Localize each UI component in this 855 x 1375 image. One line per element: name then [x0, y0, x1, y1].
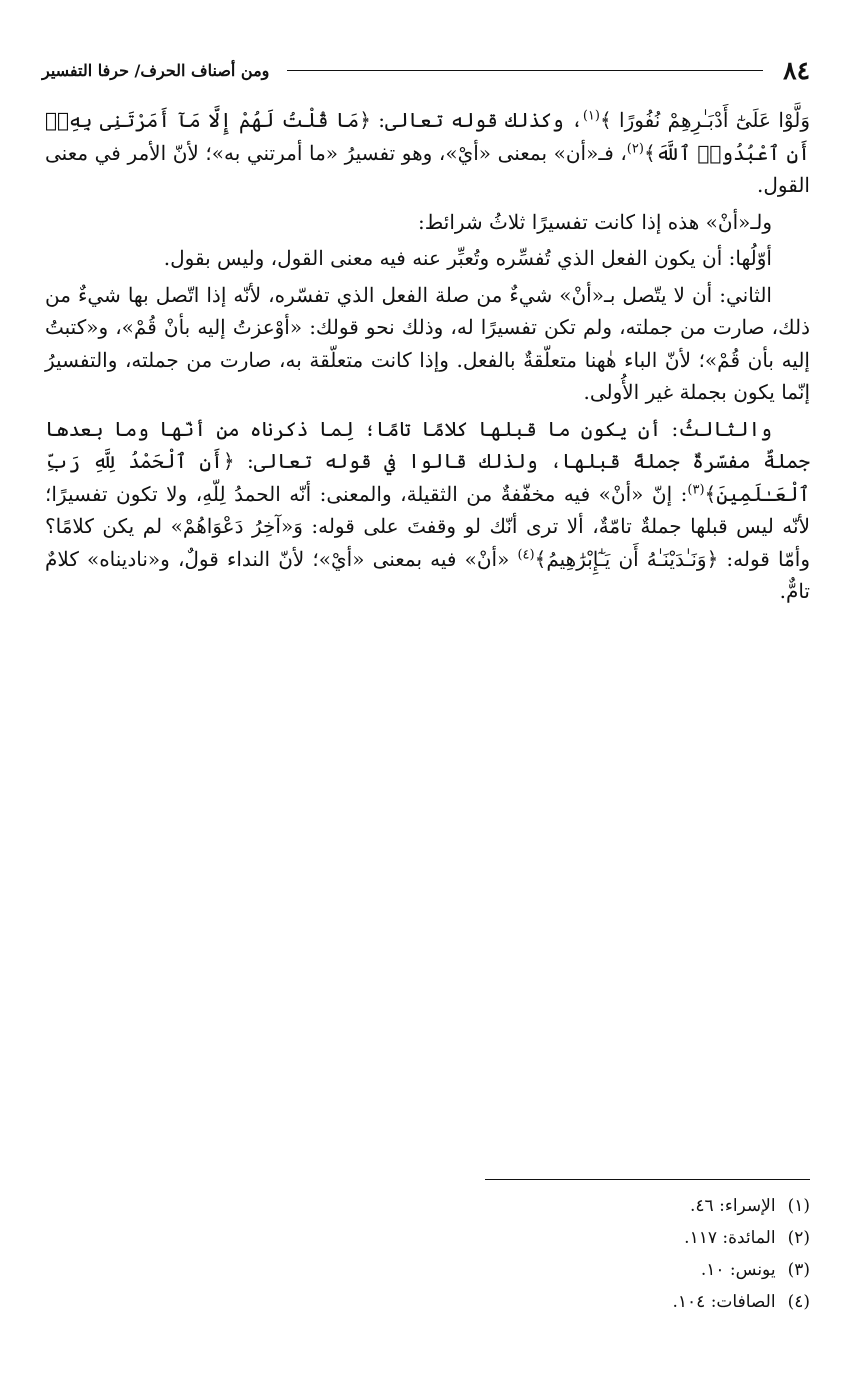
footnote-rule: [485, 1179, 810, 1180]
paragraph-3: أوّلُها: أن يكون الفعل الذي تُفسِّره وتُعبِّر عنه فيه معنى القول، وليس بقول.: [163, 246, 772, 270]
paragraph-1: [45, 104, 810, 202]
page-number: ٨٤: [783, 55, 810, 85]
footnote-text: الصافات: ١٠٤.: [672, 1292, 776, 1312]
footnote-ref-1: (١): [582, 108, 600, 124]
footnote-2: [410, 1222, 810, 1254]
paragraph-text: «أنْ» فيه بمعنى «أيْ»؛ لأنّ النداء قولٌ، و«ناديناه» كلامٌ تامٌّ.: [45, 546, 810, 603]
paragraph-5: [45, 413, 810, 608]
footnote-1: [410, 1190, 810, 1222]
footnote-text: يونس: ١٠.: [700, 1260, 776, 1280]
footnote-ref-2: (٢): [626, 140, 644, 156]
footnote-text: الإسراء: ٤٦.: [690, 1196, 776, 1216]
footnote-ref-3: (٣): [687, 481, 705, 497]
footnote-number: (٤): [787, 1292, 810, 1312]
footnote-3: [410, 1254, 810, 1286]
page-header: [42, 50, 810, 90]
footnote-number: (١): [787, 1196, 810, 1216]
paragraph-text: : إنّ «أنْ» فيه مخفّفةٌ من الثقيلة، والمعنى: أنّه الحمدُ لِلّهِ، ولا تكون تفسيرًا؛ لأنّه ليس قبلها جملةٌ تامّةٌ، ألا ترى أنّك لو وقفتَ على قوله: وَ«آخِرُ دَعْوَاهُمْ» لم يكن كلامًا؟ وأمّا قوله: ﴿وَنَـٰدَيْنَـٰهُ أَن يَـٰٓإِبْرَٰهِيمُ﴾: [45, 481, 810, 571]
header-rule: [287, 70, 763, 71]
footnote-4: [410, 1286, 810, 1318]
paragraph-2: ولـ«أنْ» هذه إذا كانت تفسيرًا ثلاثُ شرائط:: [418, 209, 772, 234]
footnote-text: المائدة: ١١٧.: [684, 1228, 776, 1248]
paragraph-4: الثاني: أن لا يتّصل بـ«أنْ» شيءٌ من صلة الفعل الذي تفسّره، لأنّه إذا اتّصل بها شيءٌ من ذلك، صارت من جملته، ولم تكن تفسيرًا له، وذلك نحو قولك: «أوْعزتُ إليه بأنْ قُمْ»، و«كتبتُ إليه بأن قُمْ»؛ لأنّ الباء هٰهنا متعلّقةٌ بالفعل. وإذا كانت متعلّقة به، صارت من جملته، والتفسيرُ إنّما يكون بجملة غير الأُولى.: [45, 282, 810, 404]
paragraph-text: ، وكذلك قوله تعالى: ﴿مَا قُلْتُ لَهُمْ إِلَّا مَآ أَمَرْتَنِى بِهِۦٓ أَنِ ٱعْبُدُوا۟ ٱللَّهَ﴾: [45, 108, 810, 165]
footnotes: [410, 1190, 810, 1318]
footnote-number: (٣): [787, 1260, 810, 1280]
footnote-ref-4: (٤): [517, 546, 535, 562]
quran-quote: وَلَّوْا عَلَىٰٓ أَدْبَـٰرِهِمْ نُفُورًا ﴾: [599, 108, 810, 132]
footnote-number: (٢): [787, 1228, 810, 1248]
running-title: ومن أصناف الحرف/ حرفا التفسير: [42, 60, 270, 80]
body-text: [45, 104, 810, 612]
paragraph-text: ، فـ«أن» بمعنى «أيْ»، وهو تفسيرُ «ما أمرتني به»؛ لأنّ الأمر في معنى القول.: [45, 140, 810, 197]
paragraph-text: والثالثُ: أن يكون ما قبلها كلامًا تامًا؛ لِما ذكرناه من أنّها وما بعدها جملةٌ مفسّرةٌ جملةً قبلها، ولذلك قالوا في قوله تعالى: ﴿أَنِ ٱلْحَمْدُ لِلَّهِ رَبِّ ٱلْعَـٰلَمِينَ﴾: [45, 416, 810, 506]
